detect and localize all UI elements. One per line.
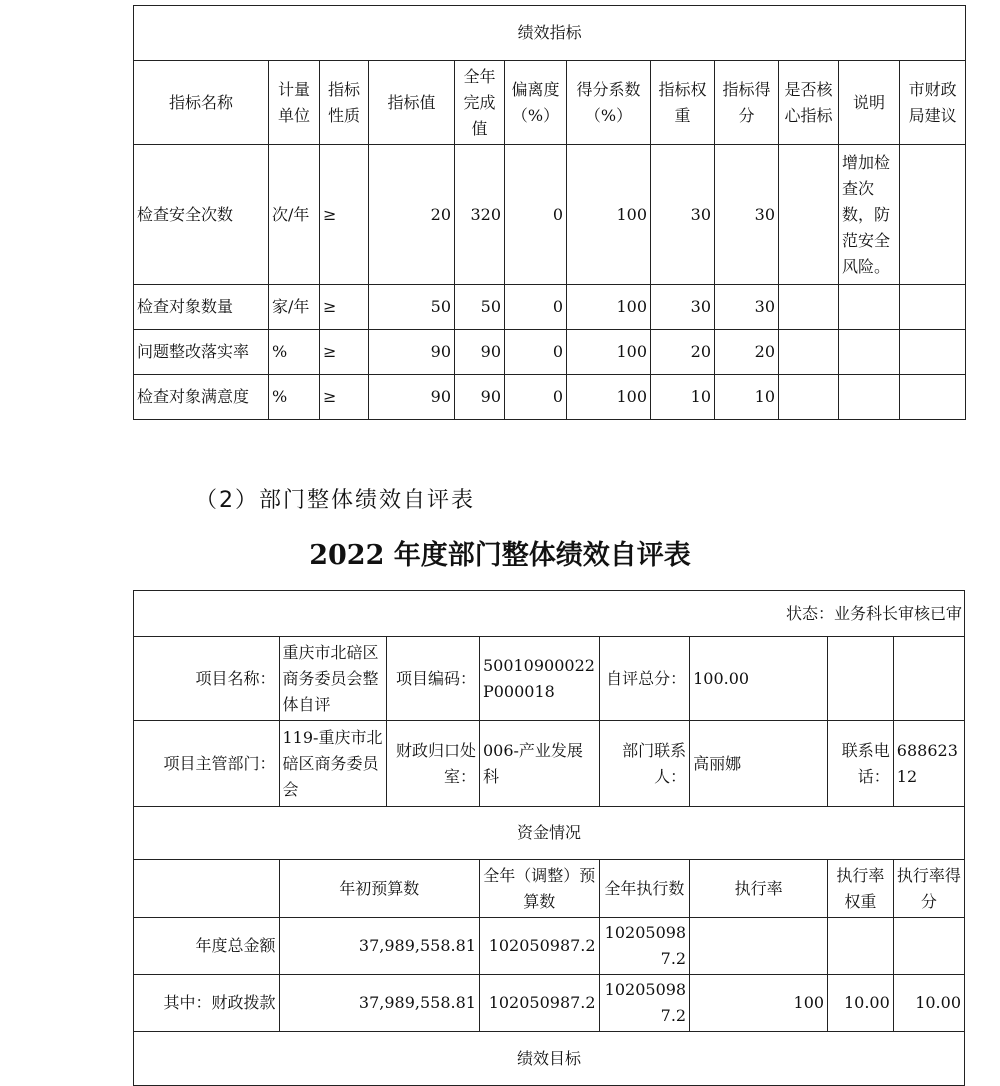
indicator-actual: 50 — [455, 285, 505, 330]
indicator-nature: ≥ — [320, 375, 369, 420]
column-header: 执行率 — [690, 860, 828, 918]
executed-amount: 102050987.2 — [599, 975, 690, 1032]
indicator-deviation: 0 — [505, 145, 567, 285]
finance-office: 006-产业发展科 — [479, 721, 599, 807]
executed-amount: 102050987.2 — [599, 918, 690, 975]
table-row — [134, 375, 966, 420]
indicator-score: 20 — [715, 330, 779, 375]
column-header: 指标性质 — [320, 61, 369, 145]
indicator-score: 30 — [715, 285, 779, 330]
empty-cell — [134, 860, 280, 918]
adjusted-budget: 102050987.2 — [479, 918, 599, 975]
indicator-coefficient: 100 — [567, 285, 651, 330]
column-header: 偏离度（%） — [505, 61, 567, 145]
indicator-advice — [900, 285, 966, 330]
table-row — [134, 285, 966, 330]
indicator-nature: ≥ — [320, 330, 369, 375]
performance-goals-header: 绩效目标 — [134, 1032, 965, 1086]
execution-rate: 100 — [690, 975, 828, 1032]
column-header: 指标值 — [369, 61, 455, 145]
indicator-core — [779, 330, 839, 375]
empty-cell — [893, 637, 964, 721]
indicator-unit: 次/年 — [269, 145, 320, 285]
initial-budget: 37,989,558.81 — [279, 975, 479, 1032]
column-header: 全年执行数 — [599, 860, 690, 918]
execution-rate-weight — [828, 918, 894, 975]
indicator-target: 50 — [369, 285, 455, 330]
self-score-label: 自评总分： — [599, 637, 690, 721]
funds-row-label: 年度总金额 — [134, 918, 280, 975]
execution-rate-weight: 10.00 — [828, 975, 894, 1032]
column-header: 计量单位 — [269, 61, 320, 145]
indicator-weight: 30 — [651, 145, 715, 285]
column-header: 年初预算数 — [279, 860, 479, 918]
indicator-coefficient: 100 — [567, 375, 651, 420]
project-name-label: 项目名称： — [134, 637, 280, 721]
indicator-unit: % — [269, 330, 320, 375]
empty-cell — [828, 637, 894, 721]
indicator-coefficient: 100 — [567, 330, 651, 375]
column-header: 指标名称 — [134, 61, 269, 145]
department-info-row — [134, 721, 965, 807]
column-header: 执行率得分 — [893, 860, 964, 918]
indicator-deviation: 0 — [505, 330, 567, 375]
column-header: 指标权重 — [651, 61, 715, 145]
indicator-deviation: 0 — [505, 285, 567, 330]
indicator-name: 问题整改落实率 — [134, 330, 269, 375]
contact-person: 高丽娜 — [690, 721, 828, 807]
indicator-actual: 90 — [455, 330, 505, 375]
indicator-name: 检查对象满意度 — [134, 375, 269, 420]
indicator-advice — [900, 330, 966, 375]
phone-label: 联系电话： — [828, 721, 894, 807]
department: 119-重庆市北碚区商务委员会 — [279, 721, 387, 807]
indicator-target: 90 — [369, 330, 455, 375]
indicator-core — [779, 375, 839, 420]
funds-row-label: 其中：财政拨款 — [134, 975, 280, 1032]
indicator-note — [839, 285, 900, 330]
performance-indicator-table — [133, 5, 966, 420]
department-self-evaluation-table — [133, 590, 965, 1086]
indicator-coefficient: 100 — [567, 145, 651, 285]
indicator-note — [839, 375, 900, 420]
column-header: 指标得分 — [715, 61, 779, 145]
table-header-performance-indicators: 绩效指标 — [134, 6, 966, 61]
indicator-target: 20 — [369, 145, 455, 285]
execution-rate-score: 10.00 — [893, 975, 964, 1032]
indicator-weight: 10 — [651, 375, 715, 420]
execution-rate — [690, 918, 828, 975]
table-row — [134, 918, 965, 975]
document-title: 2022 年度部门整体绩效自评表 — [309, 540, 691, 571]
indicator-note: 增加检查次数，防范安全风险。 — [839, 145, 900, 285]
column-header-row — [134, 61, 966, 145]
column-header: 全年完成值 — [455, 61, 505, 145]
column-header: 是否核心指标 — [779, 61, 839, 145]
review-status: 状态：业务科长审核已审 — [134, 591, 965, 637]
indicator-actual: 320 — [455, 145, 505, 285]
contact-label: 部门联系人： — [599, 721, 690, 807]
indicator-note — [839, 330, 900, 375]
indicator-unit: 家/年 — [269, 285, 320, 330]
column-header: 得分系数（%） — [567, 61, 651, 145]
finance-office-label: 财政归口处室： — [387, 721, 480, 807]
table-row — [134, 330, 966, 375]
indicator-unit: % — [269, 375, 320, 420]
column-header: 全年（调整）预算数 — [479, 860, 599, 918]
indicator-deviation: 0 — [505, 375, 567, 420]
indicator-nature: ≥ — [320, 145, 369, 285]
indicator-core — [779, 285, 839, 330]
execution-rate-score — [893, 918, 964, 975]
adjusted-budget: 102050987.2 — [479, 975, 599, 1032]
indicator-name: 检查安全次数 — [134, 145, 269, 285]
indicator-score: 30 — [715, 145, 779, 285]
column-header: 说明 — [839, 61, 900, 145]
indicator-target: 90 — [369, 375, 455, 420]
indicator-advice — [900, 375, 966, 420]
section-heading: （2）部门整体绩效自评表 — [195, 488, 475, 513]
project-code: 50010900022P000018 — [479, 637, 599, 721]
project-info-row — [134, 637, 965, 721]
column-header: 市财政局建议 — [900, 61, 966, 145]
indicator-advice — [900, 145, 966, 285]
table-row — [134, 145, 966, 285]
department-label: 项目主管部门： — [134, 721, 280, 807]
phone-number: 68862312 — [893, 721, 964, 807]
indicator-score: 10 — [715, 375, 779, 420]
funds-section-header: 资金情况 — [134, 807, 965, 860]
indicator-weight: 20 — [651, 330, 715, 375]
project-code-label: 项目编码： — [387, 637, 480, 721]
indicator-name: 检查对象数量 — [134, 285, 269, 330]
indicator-weight: 30 — [651, 285, 715, 330]
funds-column-header-row — [134, 860, 965, 918]
self-score: 100.00 — [690, 637, 828, 721]
column-header: 执行率权重 — [828, 860, 894, 918]
indicator-nature: ≥ — [320, 285, 369, 330]
table-row — [134, 975, 965, 1032]
indicator-actual: 90 — [455, 375, 505, 420]
initial-budget: 37,989,558.81 — [279, 918, 479, 975]
project-name: 重庆市北碚区商务委员会整体自评 — [279, 637, 387, 721]
indicator-core — [779, 145, 839, 285]
